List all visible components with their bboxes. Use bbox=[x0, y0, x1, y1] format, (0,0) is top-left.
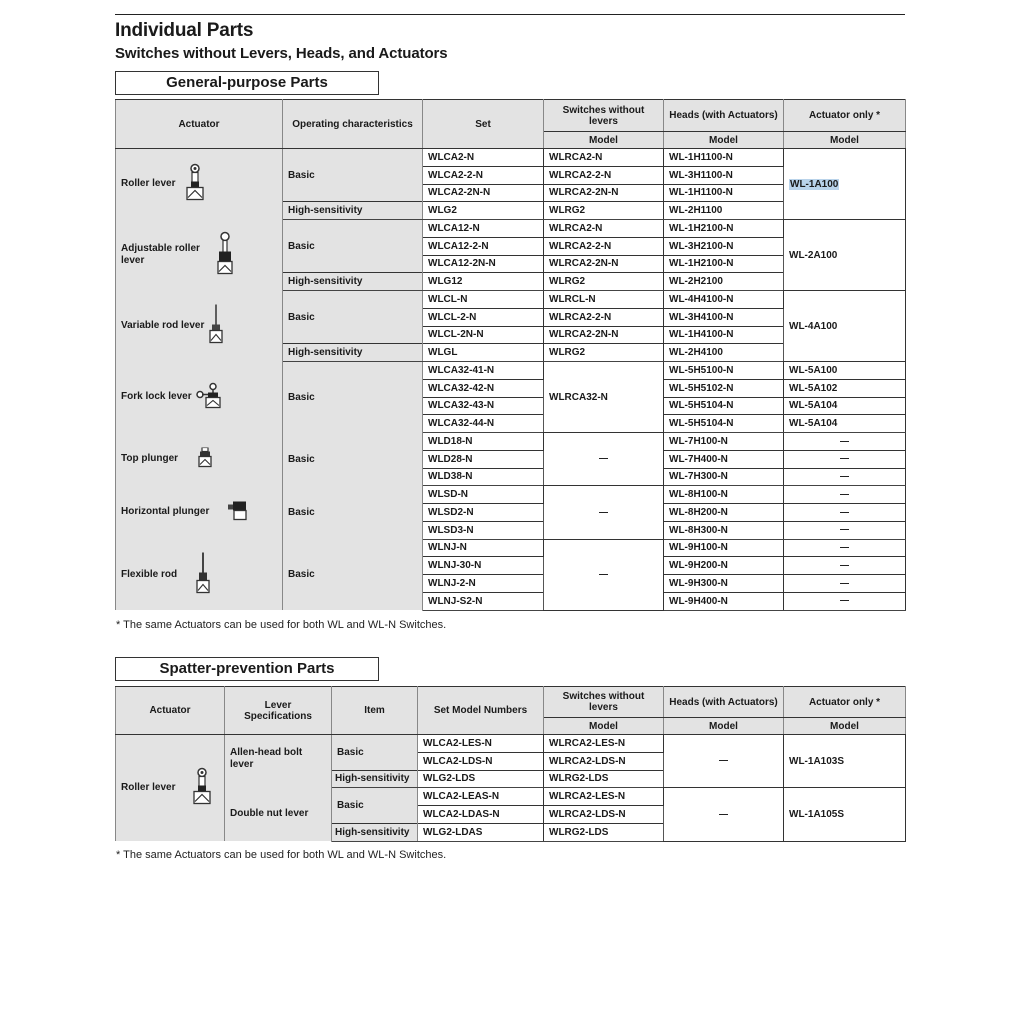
switch-model-cell bbox=[544, 539, 664, 610]
roller-lever-icon bbox=[184, 164, 206, 205]
header-model: Model bbox=[544, 132, 664, 149]
head-model-cell: WL-2H2100 bbox=[664, 273, 784, 291]
table-row bbox=[116, 291, 906, 309]
actuator-only-model: WL-2A100 bbox=[789, 249, 838, 261]
item-cell: High-sensitivity bbox=[332, 770, 418, 788]
switch-model-cell: WLRCA2-2-N bbox=[544, 166, 664, 184]
table-row bbox=[116, 735, 906, 753]
not-applicable-dash bbox=[599, 458, 608, 459]
actuator-cell bbox=[116, 735, 225, 842]
header-actuator-only: Actuator only * bbox=[784, 687, 906, 718]
actuator-only-model[interactable]: WL-1A100 bbox=[790, 178, 839, 190]
operating-characteristics-cell: High-sensitivity bbox=[283, 273, 423, 291]
not-applicable-dash bbox=[840, 565, 849, 566]
set-model-cell: WLCA32-41-N bbox=[423, 362, 544, 380]
header-model: Model bbox=[784, 132, 906, 149]
section-title-spatter: Spatter-prevention Parts bbox=[115, 657, 379, 681]
item-cell: High-sensitivity bbox=[332, 823, 418, 841]
operating-characteristics-cell: Basic bbox=[283, 220, 423, 273]
operating-characteristics-cell: Basic bbox=[283, 486, 423, 539]
actuator-only-cell bbox=[784, 592, 906, 610]
set-model-cell: WLG12 bbox=[423, 273, 544, 291]
switch-model-cell: WLRCA2-LES-N bbox=[544, 735, 664, 753]
switch-model-cell bbox=[544, 433, 664, 486]
header-model: Model bbox=[784, 718, 906, 735]
operating-characteristics-cell: Basic bbox=[283, 539, 423, 610]
header-switches-without-levers: Switches without levers bbox=[544, 100, 664, 132]
actuator-only-cell bbox=[784, 575, 906, 593]
head-model-cell: WL-2H4100 bbox=[664, 344, 784, 362]
table-row bbox=[116, 220, 906, 238]
actuator-label: Fork lock lever bbox=[121, 391, 192, 402]
switch-model-cell: WLRCA32-N bbox=[544, 362, 664, 433]
set-model-cell: WLCA2-LDAS-N bbox=[418, 806, 544, 824]
actuator-only-cell bbox=[784, 486, 906, 504]
not-applicable-dash bbox=[719, 814, 728, 815]
table-row bbox=[116, 788, 906, 806]
actuator-cell bbox=[116, 433, 283, 486]
actuator-label: Horizontal plunger bbox=[121, 506, 210, 518]
header-switches-without-levers: Switches without levers bbox=[544, 687, 664, 718]
actuator-cell bbox=[116, 149, 283, 220]
fork-lock-lever-icon bbox=[196, 383, 222, 412]
set-model-cell: WLD38-N bbox=[423, 468, 544, 486]
switch-model-cell: WLRCA2-2-N bbox=[544, 237, 664, 255]
header-heads: Heads (with Actuators) bbox=[664, 100, 784, 132]
head-model-cell: WL-5H5104-N bbox=[664, 415, 784, 433]
set-model-cell: WLSD-N bbox=[423, 486, 544, 504]
actuator-only-cell: WL-1A105S bbox=[784, 788, 906, 841]
head-model-cell: WL-3H4100-N bbox=[664, 308, 784, 326]
spatter-parts-table bbox=[115, 686, 906, 842]
actuator-only-cell: WL-5A100 bbox=[784, 362, 906, 380]
head-model-cell: WL-5H5104-N bbox=[664, 397, 784, 415]
item-cell: Basic bbox=[332, 788, 418, 824]
head-model-cell: WL-4H4100-N bbox=[664, 291, 784, 309]
page-subtitle: Switches without Levers, Heads, and Actuators bbox=[115, 45, 448, 62]
set-model-cell: WLG2 bbox=[423, 202, 544, 220]
set-model-cell: WLCA2-LES-N bbox=[418, 735, 544, 753]
general-parts-table bbox=[115, 99, 906, 611]
header-set: Set bbox=[423, 100, 544, 149]
switch-model-cell: WLRG2 bbox=[544, 344, 664, 362]
actuator-only-cell bbox=[784, 291, 906, 362]
table-row bbox=[116, 486, 906, 504]
set-model-cell: WLCA32-42-N bbox=[423, 379, 544, 397]
set-model-cell: WLSD2-N bbox=[423, 504, 544, 522]
set-model-cell: WLG2-LDS bbox=[418, 770, 544, 788]
head-model-cell: WL-7H100-N bbox=[664, 433, 784, 451]
switch-model-cell: WLRG2 bbox=[544, 273, 664, 291]
operating-characteristics-cell: Basic bbox=[283, 433, 423, 486]
not-applicable-dash bbox=[840, 476, 849, 477]
not-applicable-dash bbox=[840, 494, 849, 495]
actuator-label: Roller lever bbox=[121, 782, 176, 793]
not-applicable-dash bbox=[840, 547, 849, 548]
actuator-label: Roller lever bbox=[121, 178, 176, 190]
operating-characteristics-cell: Basic bbox=[283, 362, 423, 433]
set-model-cell: WLCA2-2-N bbox=[423, 166, 544, 184]
actuator-only-cell: WL-5A102 bbox=[784, 379, 906, 397]
header-model: Model bbox=[544, 718, 664, 735]
head-model-cell: WL-1H1100-N bbox=[664, 149, 784, 167]
head-model-cell bbox=[664, 735, 784, 788]
set-model-cell: WLCA2-LEAS-N bbox=[418, 788, 544, 806]
set-model-cell: WLNJ-S2-N bbox=[423, 592, 544, 610]
header-actuator-only: Actuator only * bbox=[784, 100, 906, 132]
footnote-general: * The same Actuators can be used for both WL and WL-N Switches. bbox=[116, 619, 447, 631]
header-heads: Heads (with Actuators) bbox=[664, 687, 784, 718]
set-model-cell: WLCA32-43-N bbox=[423, 397, 544, 415]
set-model-cell: WLCL-N bbox=[423, 291, 544, 309]
header-actuator: Actuator bbox=[116, 687, 225, 735]
actuator-only-cell bbox=[784, 433, 906, 451]
header-set-model-numbers: Set Model Numbers bbox=[418, 687, 544, 735]
head-model-cell: WL-5H5100-N bbox=[664, 362, 784, 380]
not-applicable-dash bbox=[599, 574, 608, 575]
set-model-cell: WLNJ-30-N bbox=[423, 557, 544, 575]
switch-model-cell: WLRG2 bbox=[544, 202, 664, 220]
operating-characteristics-cell: Basic bbox=[283, 149, 423, 202]
operating-characteristics-cell: Basic bbox=[283, 291, 423, 344]
actuator-only-cell bbox=[784, 504, 906, 522]
actuator-only-cell bbox=[784, 220, 906, 291]
switch-model-cell: WLRG2-LDS bbox=[544, 823, 664, 841]
set-model-cell: WLCA2-LDS-N bbox=[418, 752, 544, 770]
switch-model-cell: WLRCA2-2N-N bbox=[544, 255, 664, 273]
header-operating-characteristics: Operating characteristics bbox=[283, 100, 423, 149]
switch-model-cell: WLRCA2-LES-N bbox=[544, 788, 664, 806]
operating-characteristics-cell: High-sensitivity bbox=[283, 202, 423, 220]
actuator-only-cell bbox=[784, 521, 906, 539]
switch-model-cell: WLRCA2-2N-N bbox=[544, 326, 664, 344]
actuator-only-cell bbox=[784, 557, 906, 575]
header-lever-specifications: Lever Specifications bbox=[225, 687, 332, 735]
actuator-cell bbox=[116, 362, 283, 433]
header-model: Model bbox=[664, 132, 784, 149]
head-model-cell: WL-2H1100 bbox=[664, 202, 784, 220]
operating-characteristics-cell: High-sensitivity bbox=[283, 344, 423, 362]
not-applicable-dash bbox=[840, 529, 849, 530]
actuator-only-cell bbox=[784, 539, 906, 557]
actuator-only-cell: WL-5A104 bbox=[784, 397, 906, 415]
switch-model-cell: WLRCA2-N bbox=[544, 149, 664, 167]
head-model-cell: WL-5H5102-N bbox=[664, 379, 784, 397]
head-model-cell: WL-1H2100-N bbox=[664, 220, 784, 238]
switch-model-cell bbox=[544, 486, 664, 539]
table-row bbox=[116, 362, 906, 380]
top-plunger-icon bbox=[198, 448, 212, 471]
actuator-label: Top plunger bbox=[121, 453, 179, 465]
set-model-cell: WLCA32-44-N bbox=[423, 415, 544, 433]
set-model-cell: WLD28-N bbox=[423, 450, 544, 468]
set-model-cell: WLG2-LDAS bbox=[418, 823, 544, 841]
actuator-cell bbox=[116, 291, 283, 362]
set-model-cell: WLGL bbox=[423, 344, 544, 362]
head-model-cell: WL-1H4100-N bbox=[664, 326, 784, 344]
set-model-cell: WLCA12-2N-N bbox=[423, 255, 544, 273]
head-model-cell: WL-1H2100-N bbox=[664, 255, 784, 273]
actuator-only-cell: WL-5A104 bbox=[784, 415, 906, 433]
head-model-cell: WL-7H300-N bbox=[664, 468, 784, 486]
table-row bbox=[116, 539, 906, 557]
table-row bbox=[116, 433, 906, 451]
head-model-cell: WL-3H1100-N bbox=[664, 166, 784, 184]
set-model-cell: WLCA2-N bbox=[423, 149, 544, 167]
set-model-cell: WLCL-2-N bbox=[423, 308, 544, 326]
page-title: Individual Parts bbox=[115, 20, 254, 41]
not-applicable-dash bbox=[840, 441, 849, 442]
set-model-cell: WLD18-N bbox=[423, 433, 544, 451]
header-model: Model bbox=[664, 718, 784, 735]
switch-model-cell: WLRCA2-LDS-N bbox=[544, 806, 664, 824]
actuator-only-cell bbox=[784, 149, 906, 220]
lever-spec-cell: Double nut lever bbox=[225, 788, 332, 841]
horizontal-plunger-icon bbox=[228, 501, 248, 524]
not-applicable-dash bbox=[719, 760, 728, 761]
actuator-cell bbox=[116, 539, 283, 610]
set-model-cell: WLCA12-N bbox=[423, 220, 544, 238]
head-model-cell bbox=[664, 788, 784, 841]
head-model-cell: WL-7H400-N bbox=[664, 450, 784, 468]
head-model-cell: WL-9H400-N bbox=[664, 592, 784, 610]
set-model-cell: WLCA2-2N-N bbox=[423, 184, 544, 202]
head-model-cell: WL-1H1100-N bbox=[664, 184, 784, 202]
actuator-only-cell: WL-1A103S bbox=[784, 735, 906, 788]
flexible-rod-icon bbox=[196, 552, 210, 597]
actuator-only-cell bbox=[784, 450, 906, 468]
top-rule bbox=[115, 14, 905, 15]
switch-model-cell: WLRCL-N bbox=[544, 291, 664, 309]
header-item: Item bbox=[332, 687, 418, 735]
head-model-cell: WL-8H300-N bbox=[664, 521, 784, 539]
not-applicable-dash bbox=[840, 512, 849, 513]
not-applicable-dash bbox=[840, 583, 849, 584]
switch-model-cell: WLRCA2-N bbox=[544, 220, 664, 238]
not-applicable-dash bbox=[840, 600, 849, 601]
variable-rod-lever-icon bbox=[209, 305, 223, 348]
set-model-cell: WLNJ-N bbox=[423, 539, 544, 557]
set-model-cell: WLCL-2N-N bbox=[423, 326, 544, 344]
item-cell: Basic bbox=[332, 735, 418, 771]
header-actuator: Actuator bbox=[116, 100, 283, 149]
head-model-cell: WL-8H100-N bbox=[664, 486, 784, 504]
switch-model-cell: WLRCA2-2-N bbox=[544, 308, 664, 326]
not-applicable-dash bbox=[599, 512, 608, 513]
actuator-cell bbox=[116, 486, 283, 539]
set-model-cell: WLSD3-N bbox=[423, 521, 544, 539]
roller-lever-icon bbox=[191, 768, 213, 809]
head-model-cell: WL-8H200-N bbox=[664, 504, 784, 522]
actuator-label: Adjustable roller lever bbox=[121, 243, 200, 266]
head-model-cell: WL-3H2100-N bbox=[664, 237, 784, 255]
switch-model-cell: WLRG2-LDS bbox=[544, 770, 664, 788]
footnote-spatter: * The same Actuators can be used for both WL and WL-N Switches. bbox=[116, 849, 447, 861]
not-applicable-dash bbox=[840, 458, 849, 459]
head-model-cell: WL-9H200-N bbox=[664, 557, 784, 575]
section-title-general: General-purpose Parts bbox=[115, 71, 379, 95]
set-model-cell: WLNJ-2-N bbox=[423, 575, 544, 593]
adjustable-roller-lever-icon bbox=[216, 232, 234, 279]
actuator-cell bbox=[116, 220, 283, 291]
lever-spec-cell: Allen-head bolt lever bbox=[225, 735, 332, 788]
actuator-only-cell bbox=[784, 468, 906, 486]
switch-model-cell: WLRCA2-LDS-N bbox=[544, 752, 664, 770]
actuator-only-model: WL-4A100 bbox=[789, 320, 838, 332]
switch-model-cell: WLRCA2-2N-N bbox=[544, 184, 664, 202]
actuator-label: Variable rod lever bbox=[121, 320, 205, 331]
head-model-cell: WL-9H100-N bbox=[664, 539, 784, 557]
head-model-cell: WL-9H300-N bbox=[664, 575, 784, 593]
table-row bbox=[116, 149, 906, 167]
set-model-cell: WLCA12-2-N bbox=[423, 237, 544, 255]
actuator-label: Flexible rod bbox=[121, 568, 178, 580]
